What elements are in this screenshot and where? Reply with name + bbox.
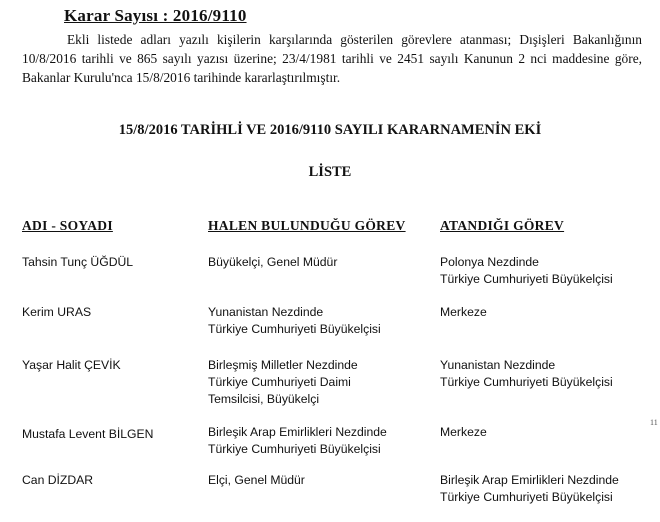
assigned-post-line: Merkeze: [440, 305, 487, 319]
row-name: Yaşar Halit ÇEVİK: [22, 358, 121, 372]
column-header-current-post: HALEN BULUNDUĞU GÖREV: [208, 218, 406, 233]
annex-title: 15/8/2016 TARİHLİ VE 2016/9110 SAYILI KARARNAMENİN EKİ: [118, 122, 542, 138]
current-post-line: Yunanistan Nezdinde: [208, 305, 324, 319]
row-current-post: [208, 304, 381, 338]
row-current-post: [208, 472, 305, 489]
list-subtitle: LİSTE: [308, 164, 352, 180]
row-assigned-post: [440, 472, 619, 506]
margin-mark: 11: [650, 418, 658, 427]
assigned-post-line: Türkiye Cumhuriyeti Büyükelçisi: [440, 490, 613, 504]
row-name: Tahsin Tunç ÜĞDÜL: [22, 255, 134, 269]
assigned-post-line: Merkeze: [440, 425, 487, 439]
current-post-line: Türkiye Cumhuriyeti Büyükelçisi: [208, 442, 381, 456]
current-post-line: Temsilcisi, Büyükelçi: [208, 392, 320, 406]
current-post-line: Türkiye Cumhuriyeti Daimi: [208, 375, 351, 389]
assigned-post-line: Türkiye Cumhuriyeti Büyükelçisi: [440, 375, 613, 389]
row-name: Can DİZDAR: [22, 473, 94, 487]
decision-number-heading: Karar Sayısı : 2016/9110: [64, 6, 247, 25]
current-post-line: Elçi, Genel Müdür: [208, 473, 305, 487]
row-name: Kerim URAS: [22, 305, 92, 319]
decision-paragraph: Ekli listede adları yazılı kişilerin karşılarında gösterilen görevlere atanması; Dışişleri Bakanlığının 10/8/2016 tarihli ve 865 sayılı yazısı üzerine; 23/4/1981 tarihli ve 2451 sayılı Kanunun 2 nci maddesine göre, Bakanlar Kurulu'nca 15/8/2016 tarihinde kararlaştırılmıştır.: [22, 32, 642, 85]
row-assigned-post: [440, 254, 613, 288]
assigned-post-line: Birleşik Arap Emirlikleri Nezdinde: [440, 473, 619, 487]
current-post-line: Büyükelçi, Genel Müdür: [208, 255, 338, 269]
row-current-post: [208, 254, 337, 271]
assigned-post-line: Türkiye Cumhuriyeti Büyükelçisi: [440, 272, 613, 286]
row-assigned-post: [440, 304, 487, 321]
column-header-name: ADI - SOYADI: [22, 218, 113, 233]
assigned-post-line: Yunanistan Nezdinde: [440, 358, 556, 372]
row-name: Mustafa Levent BİLGEN: [22, 427, 154, 441]
current-post-line: Türkiye Cumhuriyeti Büyükelçisi: [208, 322, 381, 336]
row-assigned-post: [440, 424, 487, 441]
row-assigned-post: [440, 357, 613, 391]
row-current-post: [208, 357, 358, 408]
current-post-line: Birleşmiş Milletler Nezdinde: [208, 358, 358, 372]
row-current-post: [208, 424, 387, 458]
current-post-line: Birleşik Arap Emirlikleri Nezdinde: [208, 425, 387, 439]
column-header-assigned-post: ATANDIĞI GÖREV: [440, 218, 565, 233]
assigned-post-line: Polonya Nezdinde: [440, 255, 539, 269]
